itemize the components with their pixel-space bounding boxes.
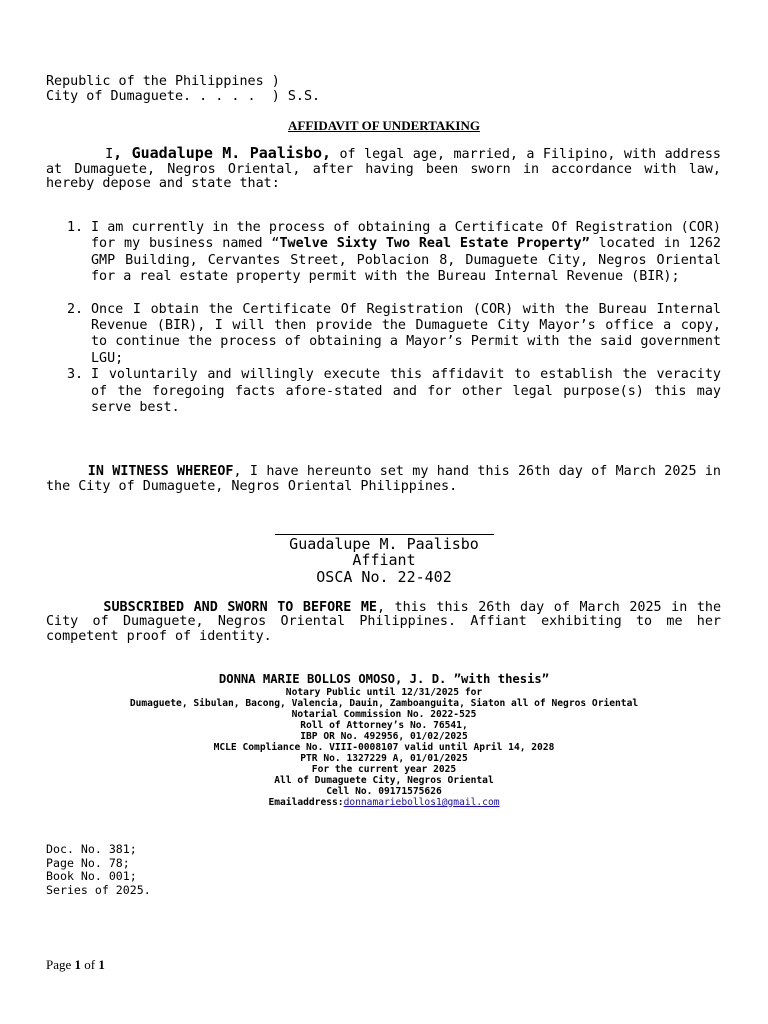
list-item-number: 2. [67,301,84,317]
jurat-text: , this this 26th day of March 2025 in the City of Dumaguete, Negros Oriental Philippines. Affiant exhibiting to me her competent proof of identity. [46,600,722,644]
document-title: AFFIDAVIT OF UNDERTAKING [288,118,480,133]
notary-name: DONNA MARIE BOLLOS OMOSO, J. D. ”with thesis” [218,672,550,686]
jurat-heading: SUBSCRIBED AND SWORN TO BEFORE ME [103,600,377,615]
business-name: Twelve Sixty Two Real Estate Property” [279,236,590,252]
list-item [46,367,721,416]
affiant-role: Affiant [352,551,416,570]
notary-detail-line: All of Dumaguete City, Negros Oriental [274,775,494,786]
notary-block [0,672,768,808]
witness-text: , I have hereunto set my hand this 26th day of March 2025 in the City of Dumaguete, Negros Oriental Philippines. [46,464,721,494]
notary-detail-line: Notary Public until 12/31/2025 for [285,687,483,698]
total-pages: 1 [98,957,105,972]
notary-detail-line: Roll of Attorney’s No. 76541, [300,720,468,731]
notary-detail-line: Dumaguete, Sibulan, Bacong, Valencia, Dauin, Zamboanguita, Siaton all of Negros Oriental [129,698,639,709]
current-page: 1 [74,957,82,972]
notary-detail-line: IBP OR No. 492956, 01/02/2025 [300,731,468,742]
email-label: Emailaddress: [268,797,344,808]
statement-list [46,220,721,416]
page-footer: Page 1 of 1 [46,957,105,972]
osca-number: OSCA No. 22-402 [316,567,452,586]
list-item-text-continued: located in 1262 GMP Building, Cervantes Street, Poblacion 8, Dumaguete City, Negros Oriental for a real estate property permit with the Bureau Internal Revenue (BIR); [91,236,721,285]
list-item-text: I am currently in the process of obtaining a Certificate Of Registration (COR) for my business named “ [91,220,721,252]
notary-email-line [0,797,768,808]
book-number: Book No. 001; [46,869,137,884]
document-registry [46,843,151,897]
affiant-name-intro: , Guadalupe M. Paalisbo, [113,144,332,162]
list-item-number: 1. [67,220,84,235]
affiant-name: Guadalupe M. Paalisbo [289,535,479,553]
venue-block [46,74,320,104]
venue-line-city: City of Dumaguete. . . . . ) S.S. [46,89,321,104]
affiant-signature-block [0,536,768,585]
list-item [46,220,721,286]
notary-detail-line: Notarial Commission No. 2022-525 [291,709,477,720]
jurat-paragraph [46,601,721,644]
venue-line-republic: Republic of the Philippines ) [46,74,280,89]
notary-detail-line: MCLE Compliance No. VIII-0008107 valid until April 14, 2028 [213,742,555,753]
email-link[interactable]: donnamariebollos1@gmail.com [343,797,500,808]
series-year: Series of 2025. [46,882,151,897]
notary-detail-line: PTR No. 1327229 A, 01/01/2025 [300,753,468,764]
list-item-text: I voluntarily and willingly execute this affidavit to establish the veracity of the foregoing facts afore-stated and for other legal purpose(s) this may serve best. [91,367,721,416]
page-number-entry: Page No. 78; [46,855,130,870]
doc-number: Doc. No. 381; [46,842,137,856]
intro-paragraph [46,146,721,192]
witness-heading: IN WITNESS WHEREOF [87,464,234,479]
list-item-number: 3. [67,367,84,383]
list-item-text: Once I obtain the Certificate Of Registration (COR) with the Bureau Internal Revenue (BIR), I will then provide the Dumaguete City Mayor’s office a copy, to continue the process of obtaining a Mayor’s Permit with the said government LGU; [91,301,721,366]
notary-detail-line: Cell No. 09171575626 [326,786,442,797]
list-item [46,302,721,368]
intro-text: of legal age, married, a Filipino, with address at Dumaguete, Negros Oriental, after having been sworn in accordance with law, hereby depose and state that: [46,147,721,192]
witness-paragraph [46,464,721,494]
notary-detail-line: For the current year 2025 [311,764,457,775]
intro-prefix: I [105,147,114,162]
